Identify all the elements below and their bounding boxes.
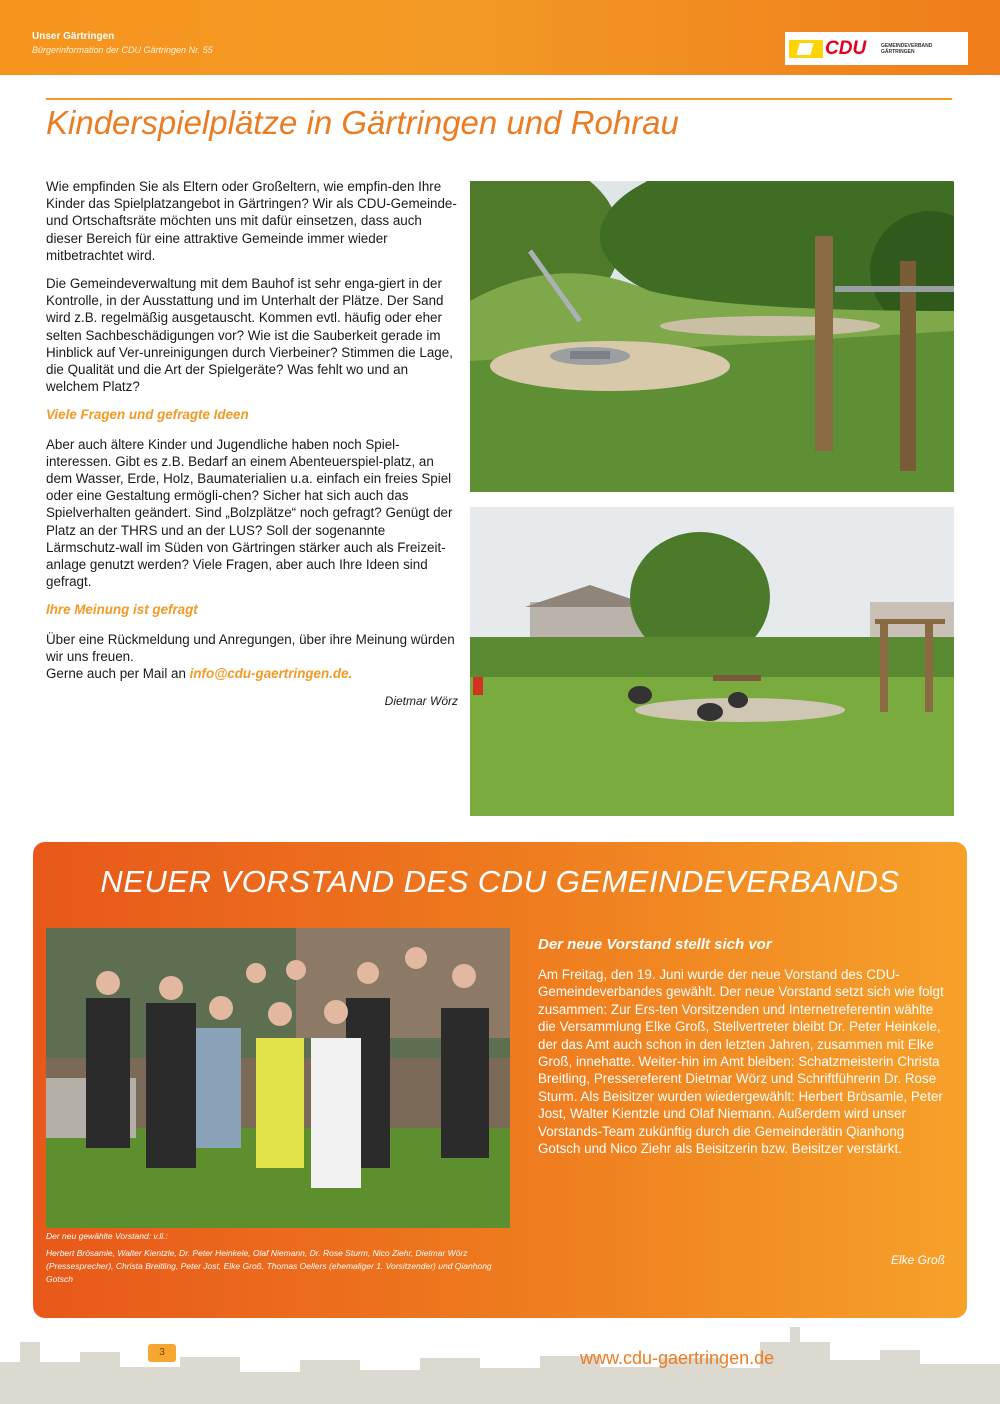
page-header [0,0,1000,75]
article-title: Kinderspielplätze in Gärtringen und Rohrau [46,104,679,141]
cdu-flag-icon [789,40,823,58]
paragraph: Aber auch ältere Kinder und Jugendliche haben noch Spiel-interessen. Gibt es z.B. Bedarf an einem Abenteuerspiel-platz, an dem Wasser, Erde, Holz, Baumaterialien u.a. einfach ein freies Spiel oder eine Gestaltung ermögli-chen? Sicher hat sich auch das Spielverhalten geändert. Sind „Bolzplätze“ noch gefragt? Genügt der Platz an der THRS und an der LUS? Soll der sogenannte Lärmschutz-wall im Süden von Gärtringen stärker auch als Freizeit-anlage genutzt werden? Viele Fragen, aber auch Ihre Ideen sind gefragt. [46,436,453,590]
paragraph: Die Gemeindeverwaltung mit dem Bauhof ist sehr enga-giert in der Kontrolle, in der Ausstattung und im Unterhalt der Plätze. Der Sand wird z.B. regelmäßig ausgetauscht. Kommen evtl. häufig oder eher selten Sachbeschädigungen vor? Wie ist die Sauberkeit gerade im Hinblick auf Ver-unreinigungen durch Vierbeiner? Stimmen die Lage, die Qualität und die Art der Spielgeräte? Was fehlt wo und an welchem Platz? [46,276,453,395]
paragraph: Über eine Rückmeldung und Anregungen, über ihre Meinung würden wir uns freuen. [46,631,455,664]
footer-skyline [0,1322,1000,1404]
cdu-logo [785,32,968,65]
playground-photo-2 [470,507,954,816]
panel-author: Elke Groß [890,1253,945,1267]
page-number: 3 [148,1344,176,1362]
subheading: Viele Fragen und gefragte Ideen [46,407,249,423]
title-rule [46,98,952,100]
panel-subheading: Der neue Vorstand stellt sich vor [538,936,772,953]
board-group-photo [46,928,510,1228]
playground-photo-1 [470,181,954,492]
paragraph: Wie empfinden Sie als Eltern oder Großeltern, wie empfin-den Ihre Kinder das Spielplatzangebot in Gärtringen? Wir als CDU-Gemeinde- und Ortschaftsräte möchten uns mit dafür einsetzen, dass auch dieser Bereich für eine attraktive Gemeinde immer wieder mitbetrachtet wird. [46,179,457,263]
article-body [46,178,458,710]
publication-issue: Bürgerinformation der CDU Gärtringen Nr. 55 [32,45,213,55]
panel-title: NEUER VORSTAND DES CDU GEMEINDEVERBANDS [100,864,900,899]
subheading: Ihre Meinung ist gefragt [46,602,198,618]
paragraph: Gerne auch per Mail an info@cdu-gaertringen.de. [46,666,353,682]
photo-caption-heading: Der neu gewählte Vorstand: v.li.: [46,1231,168,1241]
email-link[interactable]: info@cdu-gaertringen.de. [189,666,353,682]
publication-name: Unser Gärtringen [32,31,115,42]
board-panel [33,842,967,1318]
photo-caption: Herbert Brösamle, Walter Kientzle, Dr. Peter Heinkele, Olaf Niemann, Dr. Rose Sturm, Nico Ziehr, Dietmar Wörz (Pressesprecher), Christa Breitling, Peter Jost, Elke Groß, Thomas Oellers (ehemaliger 1. Vorsitzender) und Qianhong Gotsch [46,1248,492,1284]
panel-text: Am Freitag, den 19. Juni wurde der neue Vorstand des CDU- Gemeindeverbandes gewählt. Der neue Vorstand setzt sich wie folgt zusammen: Zur Ers-ten Vorsitzenden und Internetreferentin wählte die Versammlung Elke Groß, Stellvertreter bleibt Dr. Peter Heinkele, der das Amt auch schon in den letzten Jahren, zusammen mit Elke Groß, innehatte. Weiter-hin im Amt bleiben: Schatzmeisterin Christa Breitling, Pressereferent Dietmar Wörz und Schriftführerin Dr. Rose Sturm. Als Beisitzer wurden wiedergewählt: Herbert Brösamle, Peter Jost, Walter Kientzle und Olaf Niemann. Außerdem wird unser Vorstands-Team zukünftig durch die Gemeinderätin Qianhong Gotsch und Nico Ziehr als Beisitzerin bzw. Beisitzer verstärkt. [538,967,944,1157]
article-author: Dietmar Wörz [384,694,458,709]
logo-subtitle: GEMEINDEVERBAND GÄRTRINGEN [881,43,933,55]
logo-wordmark: CDU [825,38,867,59]
footer-url[interactable]: www.cdu-gaertringen.de [580,1348,775,1368]
